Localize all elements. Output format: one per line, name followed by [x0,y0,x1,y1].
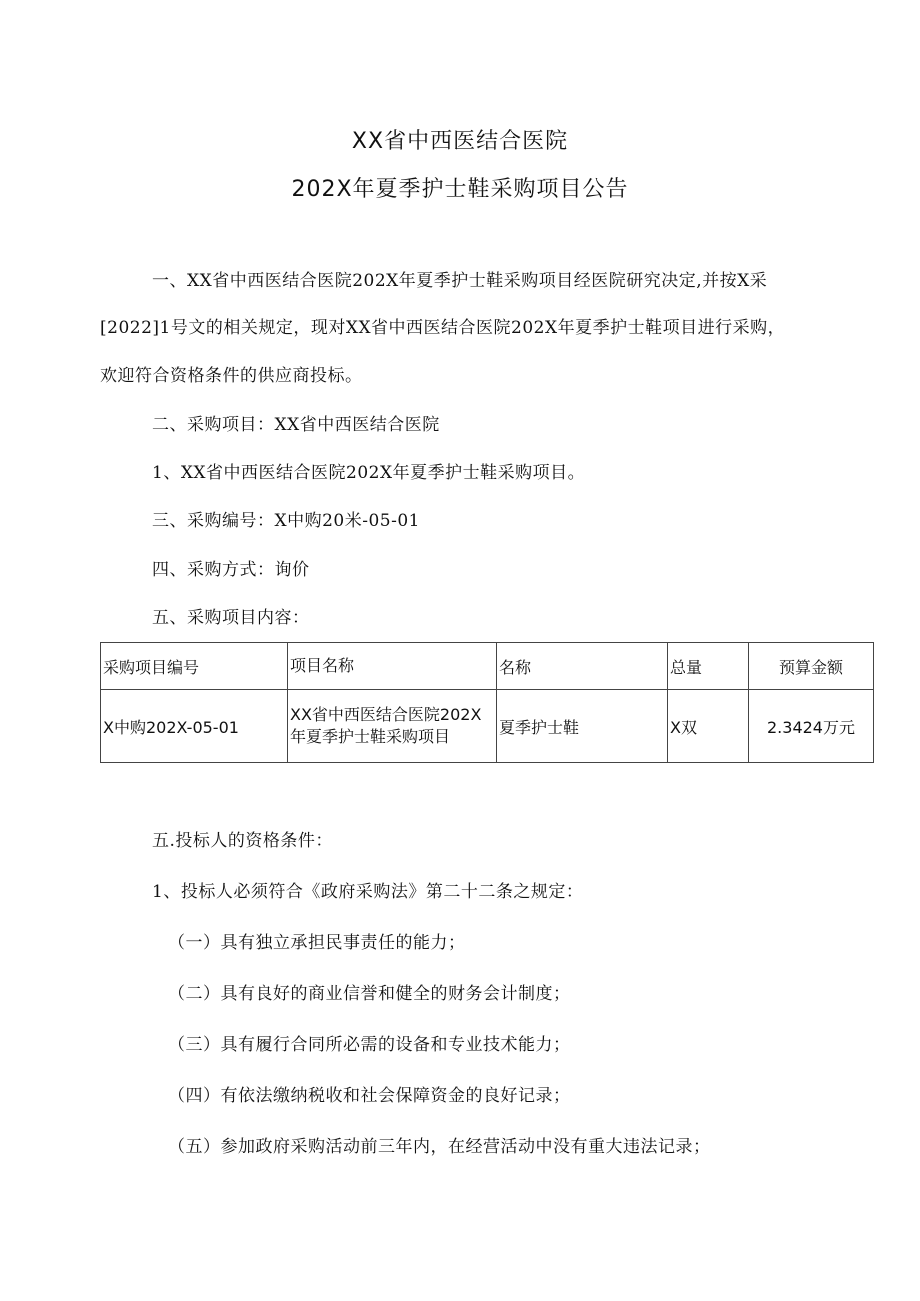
header-item-name: 名称 [497,643,668,690]
document-title-line1: XX省中西医结合医院 [351,129,569,154]
qualification-sub-4: （四）有依法缴纳税收和社会保障资金的良好记录； [168,1086,571,1106]
header-quantity: 总量 [668,643,749,690]
cell-budget: 2.3424万元 [749,690,874,763]
section-procurement-method: 四、采购方式：询价 [152,560,310,580]
qualification-sub-2: （二）具有良好的商业信誉和健全的财务会计制度； [168,984,571,1004]
qualifications-item-1: 1、投标人必须符合《政府采购法》第二十二条之规定： [152,882,584,902]
paragraph-intro-line2: [2022]1号文的相关规定，现对XX省中西医结合医院202X年夏季护士鞋项目进行采购， [100,318,786,338]
section-procurement-content: 五、采购项目内容： [152,608,310,628]
header-project-code: 采购项目编号 [101,643,288,690]
table-row [101,690,874,763]
procurement-items-table [100,642,874,763]
section-procurement-project: 二、采购项目：XX省中西医结合医院 [152,415,440,435]
cell-project-code: X中购202X-05-01 [101,690,288,763]
qualification-sub-3: （三）具有履行合同所必需的设备和专业技术能力； [168,1035,571,1055]
header-project-name: 项目名称 [288,643,497,690]
cell-project-name-line2: 年夏季护士鞋采购项目 [290,727,451,746]
cell-project-name-line1: XX省中西医结合医院202X [290,705,482,724]
table-header-row [101,643,874,690]
procurement-item-1: 1、XX省中西医结合医院202X年夏季护士鞋采购项目。 [152,463,586,483]
paragraph-intro-line3: 欢迎符合资格条件的供应商投标。 [100,366,363,386]
header-budget: 预算金额 [749,643,874,690]
cell-item-name: 夏季护士鞋 [497,690,668,763]
section-procurement-number: 三、采购编号：X中购20米-05-01 [152,511,420,531]
cell-project-name [288,690,497,763]
cell-quantity: X双 [668,690,749,763]
qualifications-heading: 五.投标人的资格条件： [152,831,333,851]
document-title-line2: 202X年夏季护士鞋采购项目公告 [291,177,629,202]
paragraph-intro-line1: 一、XX省中西医结合医院202X年夏季护士鞋采购项目经医院研究决定,并按X采 [152,271,768,291]
qualification-sub-1: （一）具有独立承担民事责任的能力； [168,933,466,953]
qualification-sub-5: （五）参加政府采购活动前三年内，在经营活动中没有重大违法记录； [168,1137,711,1157]
